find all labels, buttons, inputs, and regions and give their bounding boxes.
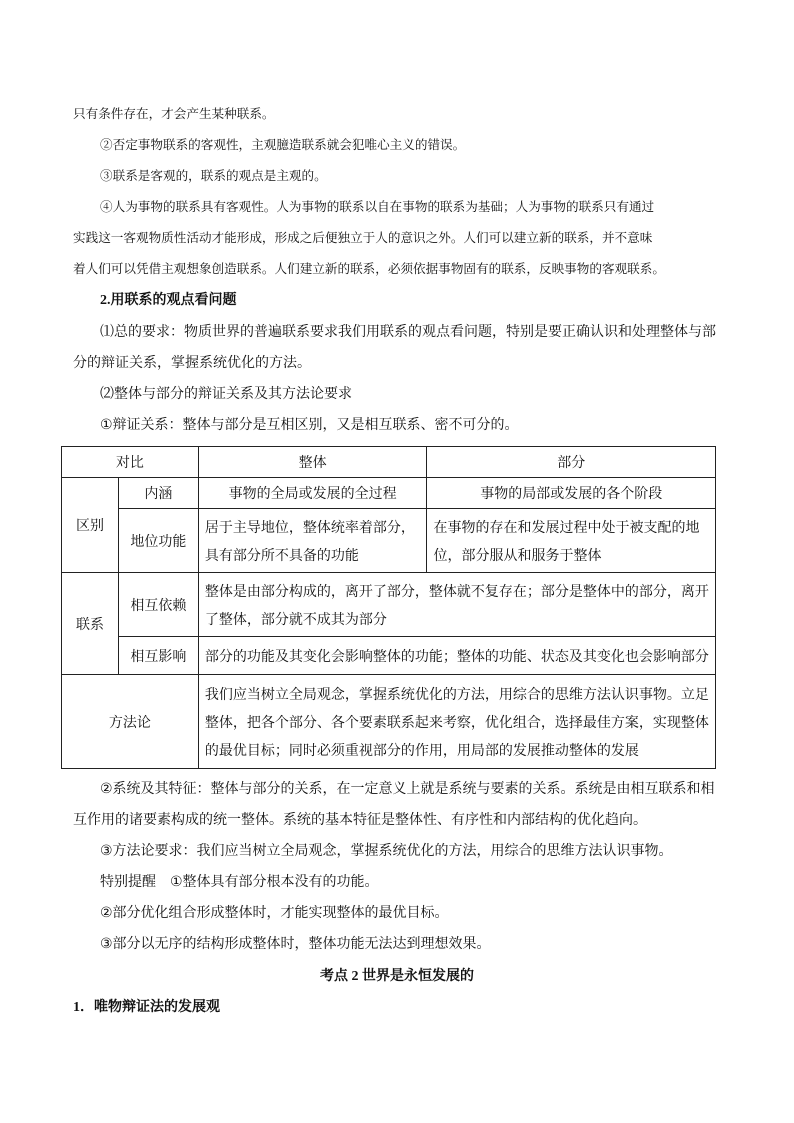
paragraph-line: 分的辩证关系，掌握系统优化的方法。 (73, 354, 311, 370)
table-header-row (62, 447, 716, 478)
whole-part-comparison-table (61, 446, 716, 769)
paragraph-line: ⑵整体与部分的辩证关系及其方法论要求 (100, 385, 352, 401)
cell-line: 具有部分所不具备的功能 (204, 546, 359, 563)
section-heading: 2.用联系的观点看问题 (100, 293, 237, 308)
cell-line: 的最优目标；同时必须重视部分的作用，用局部的发展推动整体的发展 (204, 741, 639, 758)
cell-line: 在事物的存在和发展过程中处于被支配的地 (433, 518, 700, 535)
paragraph-line: 互作用的诸要素构成的统一整体。系统的基本特征是整体性、有序性和内部结构的优化趋向。 (73, 811, 647, 827)
header-compare: 对比 (62, 447, 199, 478)
paragraph-line: ④人为事物的联系具有客观性。人为事物的联系以自在事物的联系为基础；人为事物的联系只有通过 (100, 199, 655, 214)
difference-label: 区别 (62, 478, 119, 573)
paragraph-line: ②部分优化组合形成整体时，才能实现整体的最优目标。 (100, 904, 449, 920)
header-part: 部分 (427, 447, 716, 478)
row-label: 相互影响 (118, 637, 198, 675)
paragraph-line: ③方法论要求：我们应当树立全局观念，掌握系统优化的方法，用综合的思维方法认识事物。 (100, 842, 673, 858)
table-cell (427, 509, 716, 573)
paragraph-line: 只有条件存在，才会产生某种联系。 (73, 106, 275, 121)
special-reminder: 特别提醒 ①整体具有部分根本没有的功能。 (100, 873, 379, 889)
paragraph-line: ⑴总的要求：物质世界的普遍联系要求我们用联系的观点看问题，特别是要正确认识和处理整体与部 (100, 323, 716, 339)
table-row (62, 478, 716, 509)
cell-line: 整体是由部分构成的，离开了部分，整体就不复存在；部分是整体中的部分，离开 (204, 582, 709, 599)
paragraph-line: ①辩证关系：整体与部分是互相区别，又是相互联系、密不可分的。 (100, 416, 519, 432)
row-label: 相互依赖 (118, 573, 198, 637)
table-cell: 部分的功能及其变化会影响整体的功能；整体的功能、状态及其变化也会影响部分 (198, 637, 715, 675)
paragraph-line: ③部分以无序的结构形成整体时，整体功能无法达到理想效果。 (100, 935, 491, 951)
header-whole: 整体 (198, 447, 427, 478)
table-cell (198, 509, 427, 573)
cell-line: 我们应当树立全局观念，掌握系统优化的方法，用综合的思维方法认识事物。立足 (204, 685, 709, 702)
paragraph-line: ②系统及其特征：整体与部分的关系，在一定意义上就是系统与要素的关系。系统是由相互联系和相 (100, 780, 715, 796)
table-row (62, 509, 716, 573)
subsection-heading: 1．唯物辩证法的发展观 (73, 1000, 220, 1015)
paragraph-line: 着人们可以凭借主观想象创造联系。人们建立新的联系，必须依据事物固有的联系，反映事物的客观联系。 (73, 261, 665, 276)
cell-line: 居于主导地位，整体统率着部分， (204, 518, 415, 535)
paragraph-line: ③联系是客观的，联系的观点是主观的。 (100, 168, 327, 183)
table-cell: 事物的全局或发展的全过程 (198, 478, 427, 509)
row-label: 方法论 (62, 675, 199, 769)
cell-line: 整体，把各个部分、各个要素联系起来考察，优化组合，选择最佳方案，实现整体 (204, 713, 709, 730)
table-cell (198, 675, 715, 769)
table-row (62, 637, 716, 675)
cell-line: 位，部分服从和服务于整体 (433, 546, 602, 563)
link-label: 联系 (62, 573, 119, 675)
cell-line: 了整体，部分就不成其为部分 (204, 610, 387, 627)
table-cell: 事物的局部或发展的各个阶段 (427, 478, 716, 509)
paragraph-line: ②否定事物联系的客观性，主观臆造联系就会犯唯心主义的错误。 (100, 137, 466, 152)
table-row (62, 675, 716, 769)
table-cell (198, 573, 715, 637)
row-label: 内涵 (118, 478, 198, 509)
paragraph-line: 实践这一客观物质性活动才能形成，形成之后便独立于人的意识之外。人们可以建立新的联系，并不意味 (73, 230, 653, 245)
point-title: 考点 2 世界是永恒发展的 (320, 969, 474, 984)
row-label: 地位功能 (118, 509, 198, 573)
table-row (62, 573, 716, 637)
